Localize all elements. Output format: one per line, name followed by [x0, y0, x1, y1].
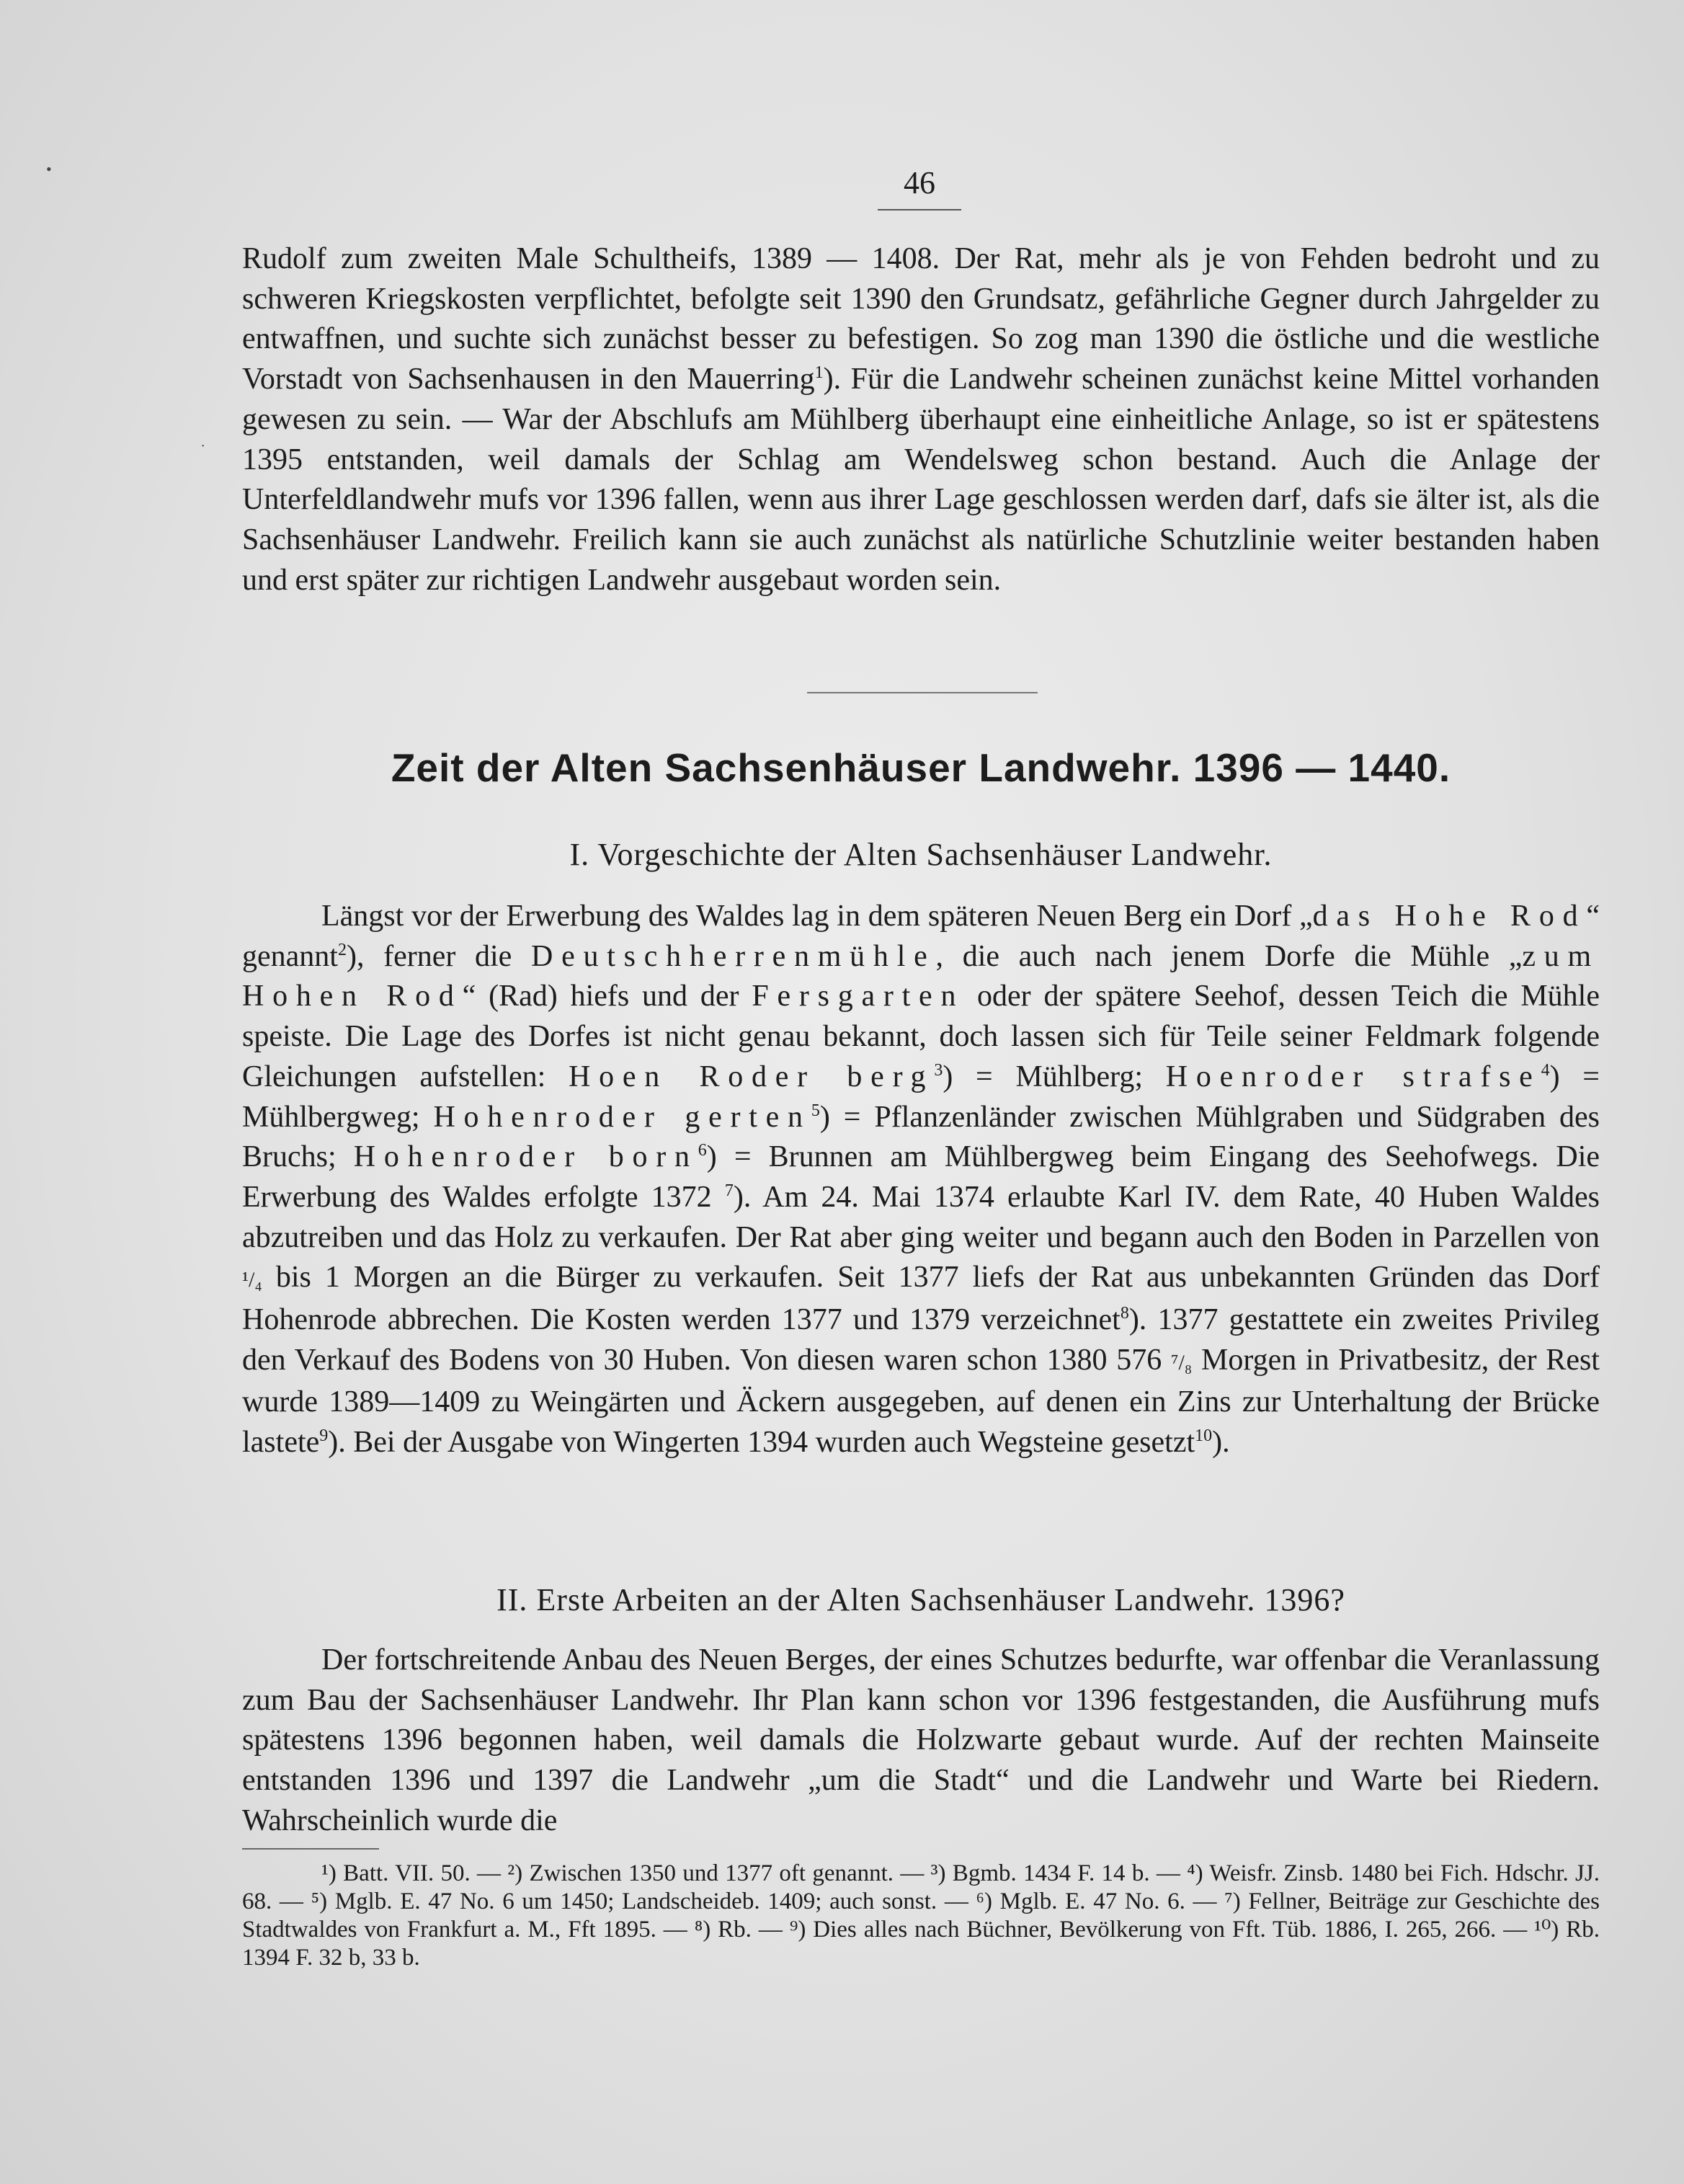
intro-paragraph: [242, 239, 1600, 600]
intro-text-part2: ). Für die Landwehr scheinen zunächst keine Mittel vorhanden gewesen zu sein. — War der Abschlufs am Mühlberg überhaupt eine einheitliche Anlage, so ist er spätestens 1395 entstanden, weil damals der Schlag am Wendelsweg schon bestand. Auch die Anlage der Unterfeldlandwehr mufs vor 1396 fallen, wenn aus ihrer Lage geschlossen werden darf, dafs sie älter ist, als die Sachsenhäuser Landwehr. Freilich kann sie auch zunächst als natürliche Schutzlinie weiter bestanden haben und erst später zur richtigen Landwehr ausgebaut worden sein.: [242, 363, 1600, 597]
text-run: ), ferner die: [346, 939, 531, 973]
section-divider: [807, 692, 1038, 693]
intro-text-part1: Rudolf zum zweiten Male Schultheifs, 1389 — 1408. Der Rat, mehr als je von Fehden bedroht und zu schweren Kriegskosten verpflichtet, befolgte seit 1390 den Grundsatz, gefährliche Gegner durch Jahrgelder zu entwaffnen, und suchte sich zunächst besser zu befestigen. So zog man 1390 die östliche und die westliche Vorstadt von Sachsenhausen in den Mauerring: [242, 242, 1600, 396]
text-run: , die auch nach jenem Dorfe die Mühle „: [935, 939, 1523, 973]
footnote-ref-7: 7: [724, 1181, 734, 1200]
footnote-rule: [242, 1848, 379, 1850]
footnote-ref-8: 8: [1120, 1304, 1129, 1323]
subsection-heading-1: I. Vorgeschichte der Alten Sachsenhäuser Landwehr.: [569, 837, 1273, 872]
spaced-term: Fersgarten: [752, 980, 965, 1013]
spaced-term: Hoenroder strafse: [1165, 1060, 1541, 1093]
text-run: ) = Mühlbergweg;: [242, 1060, 1600, 1134]
text-run: ). 1377 gestattete ein zweites Privileg den Verkauf des Bodens von 30 Huben. Von diesen waren schon 1380 576: [242, 1303, 1600, 1377]
subsection-2-block: [242, 1641, 1600, 1842]
footnote-ref-1: 1: [814, 363, 824, 383]
text-run: ).: [1212, 1426, 1230, 1460]
footnote-ref-9: 9: [319, 1426, 329, 1446]
text-run: Morgen in Privatbesitz, der Rest wurde 1389—1409 zu Weingärten und Äckern ausgegeben, auf denen ein Zins zur Unterhaltung der Brücke lastete: [242, 1343, 1600, 1460]
spaced-term: das Hohe Rod: [1312, 900, 1587, 933]
subsection-heading-2: II. Erste Arbeiten an der Alten Sachsenhäuser Landwehr. 1396?: [496, 1582, 1345, 1617]
spaced-term: zum Hohen Rod: [242, 939, 1600, 1013]
footnote-ref-10: 10: [1195, 1426, 1213, 1446]
subsection-1-paragraph: [242, 897, 1600, 1463]
footnote-ref-4: 4: [1541, 1060, 1550, 1080]
text-run: bis 1 Morgen an die Bürger zu verkaufen. Seit 1377 liefs der Rat aus unbekannten Gründen das Dorf Hohenrode abbrechen. Die Kosten werden 1377 und 1379 verzeichnet: [242, 1261, 1600, 1337]
text-run: ) = Mühlberg;: [943, 1060, 1166, 1093]
footnote-ref-2: 2: [337, 940, 347, 959]
footnotes: [242, 1860, 1600, 1972]
page-number: 46: [878, 167, 961, 210]
spaced-term: Hohenroder born: [353, 1140, 698, 1174]
subsection-1-block: [242, 897, 1600, 1463]
stray-tick-mark: ˙: [200, 441, 206, 459]
spaced-term: Hohenroder gerten: [433, 1100, 811, 1134]
fraction-quarter: ¹/₄: [242, 1268, 262, 1292]
intro-block: [242, 239, 1600, 600]
section-heading: Zeit der Alten Sachsenhäuser Landwehr. 1396 — 1440.: [391, 745, 1451, 790]
text-run: ) = Pflanzenländer zwischen Mühlgraben und Südgraben des Bruchs;: [242, 1100, 1600, 1174]
text-run: “ (Rad) hiefs und der: [462, 980, 752, 1013]
footnote-ref-3: 3: [934, 1060, 943, 1080]
text-run: ). Am 24. Mai 1374 erlaubte Karl IV. dem Rate, 40 Huben Waldes abzutreiben und das Holz zu verkaufen. Der Rat aber ging weiter und begann auch den Boden in Parzellen von: [242, 1180, 1600, 1254]
text-run: ) = Brunnen am Mühlbergweg beim Eingang des Seehofwegs. Die Erwerbung des Waldes erfolgte 1372: [242, 1140, 1600, 1214]
footnote-ref-6: 6: [698, 1141, 707, 1160]
text-run: Längst vor der Erwerbung des Waldes lag in dem späteren Neuen Berg ein Dorf „: [321, 900, 1313, 933]
text-run: ). Bei der Ausgabe von Wingerten 1394 wurden auch Wegsteine gesetzt: [328, 1426, 1195, 1460]
fraction-seven-eighths: ⁷/₈: [1171, 1350, 1193, 1375]
footnotes-text: ¹) Batt. VII. 50. — ²) Zwischen 1350 und 1377 oft genannt. — ³) Bgmb. 1434 F. 14 b. — ⁴) Weisfr. Zinsb. 1480 bei Fich. Hdschr. JJ. 68. — ⁵) Mglb. E. 47 No. 6 um 1450; Landscheideb. 1409; auch sonst. — ⁶) Mglb. E. 47 No. 6. — ⁷) Fellner, Beiträge zur Geschichte des Stadtwaldes von Frankfurt a. M., Fft 1895. — ⁸) Rb. — ⁹) Dies alles nach Büchner, Bevölkerung von Fft. Tüb. 1886, I. 265, 266. — ¹⁰) Rb. 1394 F. 32 b, 33 b.: [242, 1860, 1600, 1971]
footnote-ref-5: 5: [811, 1101, 820, 1120]
text-run: oder der spätere Seehof, dessen Teich die Mühle speiste. Die Lage des Dorfes ist nicht genau bekannt, doch lassen sich für Teile seiner Feldmark folgende Gleichungen aufstellen:: [242, 980, 1600, 1093]
text-run: “ genannt: [242, 900, 1600, 973]
stray-dot-mark: •: [46, 160, 52, 178]
subsection-2-paragraph: Der fortschreitende Anbau des Neuen Berges, der eines Schutzes bedurfte, war offenbar die Veranlassung zum Bau der Sachsenhäuser Landwehr. Ihr Plan kann schon vor 1396 festgestanden, die Ausführung mufs spätestens 1396 begonnen haben, weil damals die Holzwarte gebaut wurde. Auf der rechten Mainseite entstanden 1396 und 1397 die Landwehr „um die Stadt“ und die Landwehr und Warte bei Riedern. Wahrscheinlich wurde die: [242, 1643, 1600, 1837]
spaced-term: Hoen Roder berg: [568, 1060, 935, 1093]
spaced-term: Deutschherrenmühle: [530, 939, 936, 973]
